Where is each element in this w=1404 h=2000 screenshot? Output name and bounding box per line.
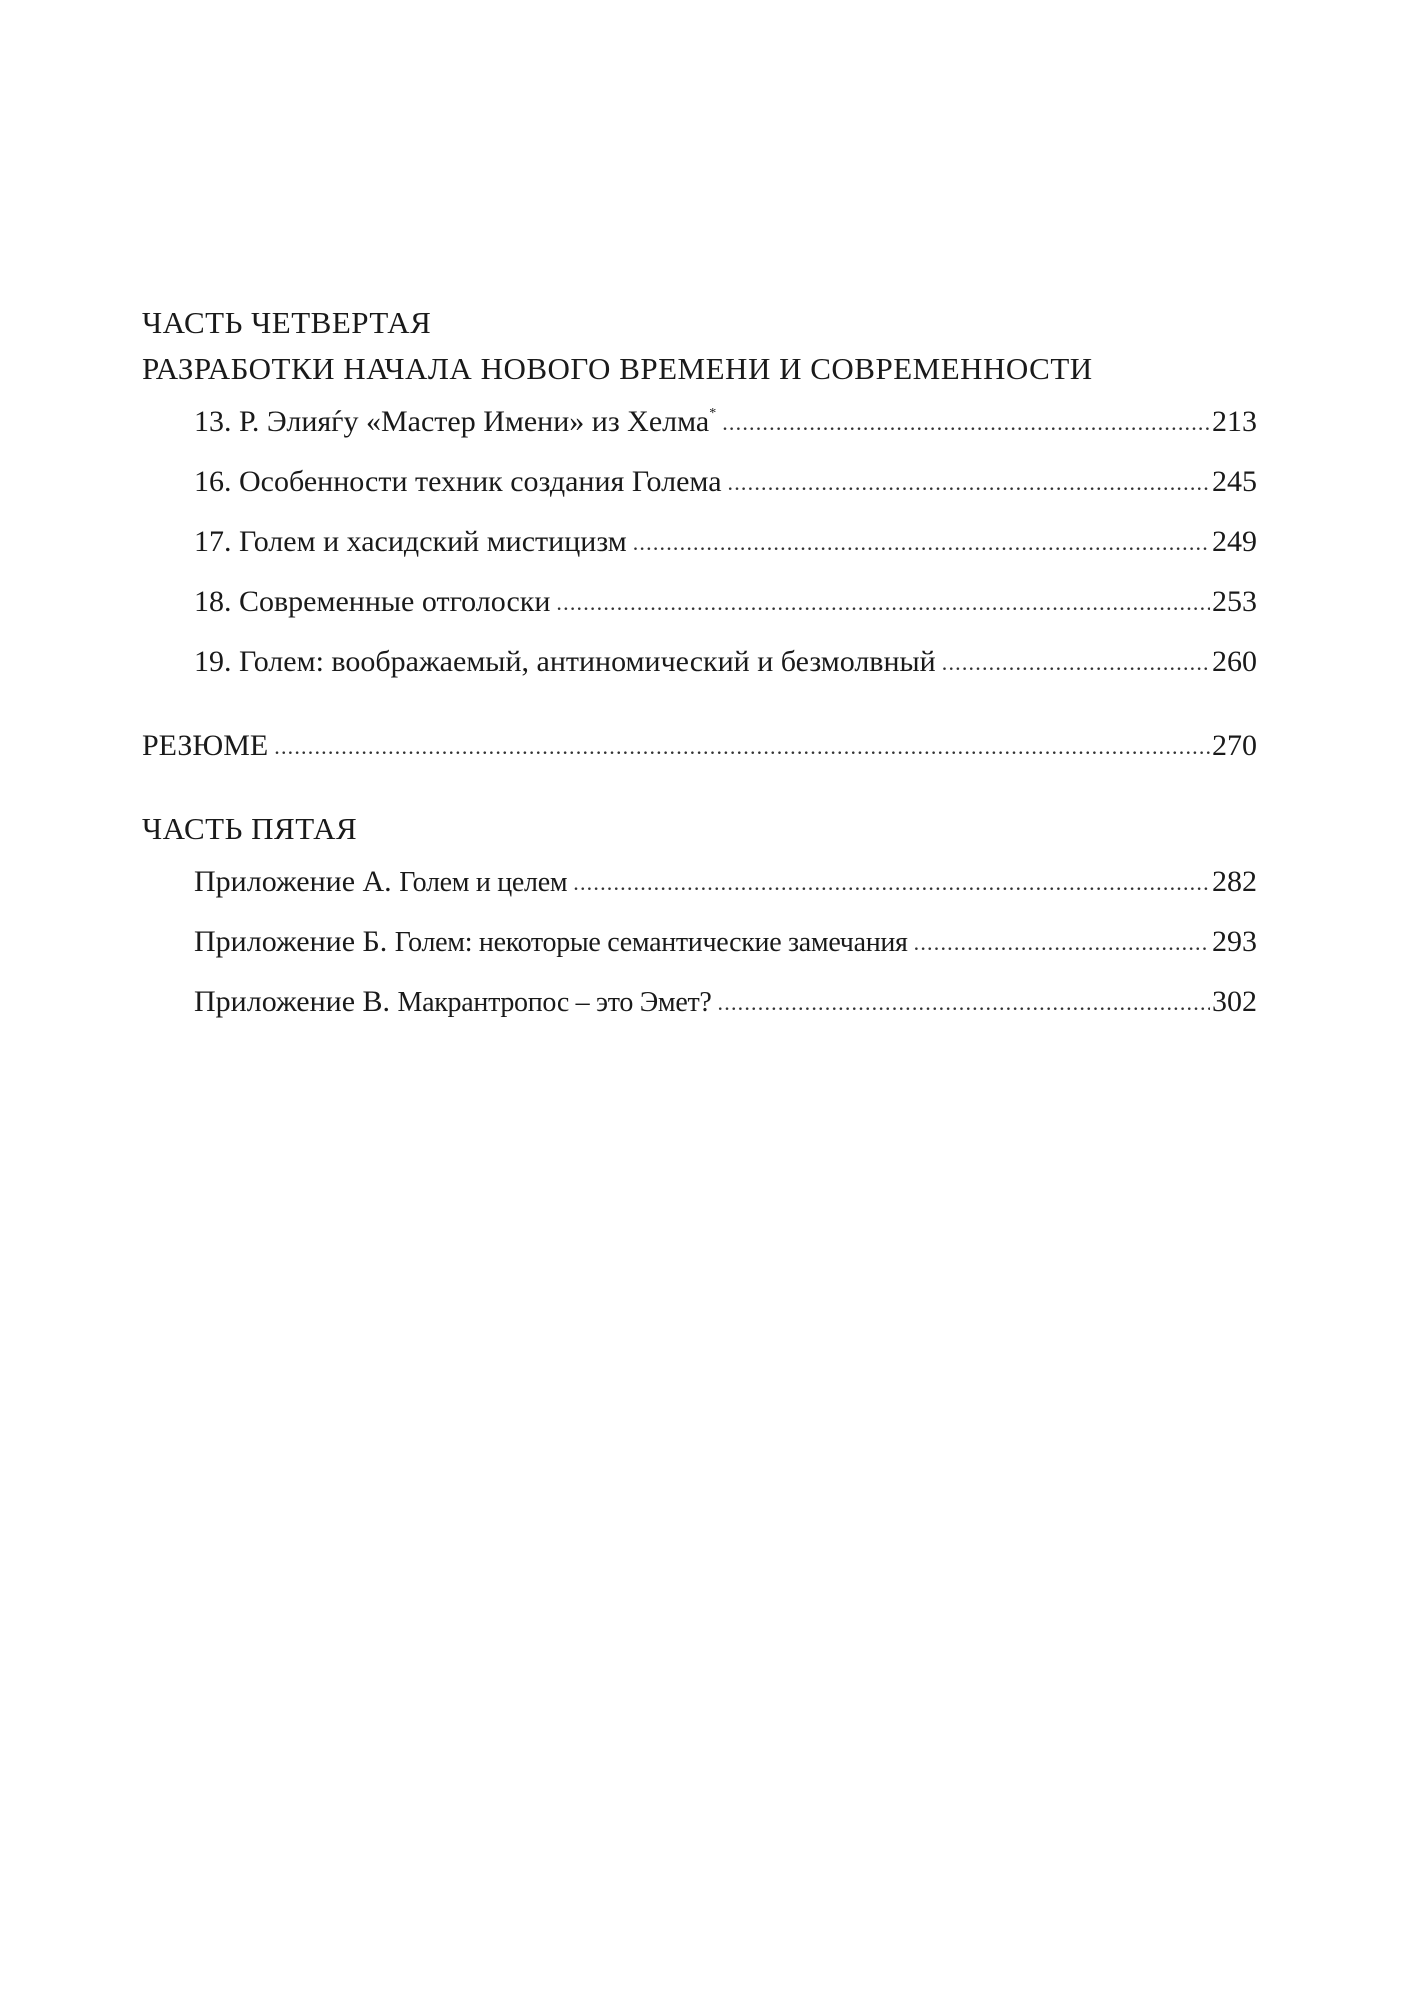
toc-entry[interactable] — [142, 572, 1257, 632]
toc-entry-label: 16. Особенности техник создания Голема — [194, 465, 722, 498]
toc-entry[interactable] — [142, 852, 1257, 912]
toc-entry-label: 17. Голем и хасидский мистицизм — [194, 525, 627, 558]
summary-page: 270 — [1212, 729, 1257, 762]
dot-leader — [722, 393, 1210, 453]
toc-entry-label: 18. Современные отголоски — [194, 585, 551, 618]
toc-entry[interactable] — [142, 972, 1257, 1032]
toc-entry-page: 249 — [1212, 525, 1257, 558]
part-four-title: РАЗРАБОТКИ НАЧАЛА НОВОГО ВРЕМЕНИ И СОВРЕМЕННОСТИ — [142, 351, 1093, 386]
appendix-prefix: Приложение Б. — [194, 925, 388, 958]
toc-entry-label — [194, 912, 908, 973]
appendix-title: Макрантропос – это Эмет? — [397, 987, 712, 1018]
appendix-prefix: Приложение В. — [194, 985, 391, 1018]
dot-leader — [633, 513, 1210, 573]
toc-entry-label — [194, 852, 567, 913]
dot-leader — [914, 913, 1210, 973]
footnote-mark: * — [709, 406, 717, 421]
dot-leader — [556, 573, 1210, 633]
part-four-block — [142, 300, 1257, 692]
toc-entry[interactable] — [142, 512, 1257, 572]
toc-entry[interactable] — [142, 392, 1257, 452]
dot-leader — [274, 717, 1210, 777]
toc-entry-label: 19. Голем: воображаемый, антиномический и безмолвный — [194, 645, 936, 678]
part-four-heading: ЧАСТЬ ЧЕТВЕРТАЯ — [142, 305, 432, 340]
toc-entry-page: 282 — [1212, 865, 1257, 898]
part-five-block — [142, 806, 1257, 1032]
table-of-contents — [142, 300, 1257, 1056]
toc-entry-page: 245 — [1212, 465, 1257, 498]
toc-entry-page: 253 — [1212, 585, 1257, 618]
dot-leader — [942, 633, 1210, 693]
toc-entry[interactable] — [142, 452, 1257, 512]
toc-entry-page: 260 — [1212, 645, 1257, 678]
summary-label: РЕЗЮМЕ — [142, 729, 269, 762]
spacer — [142, 776, 1257, 794]
dot-leader — [718, 973, 1210, 1033]
toc-entry-page: 213 — [1212, 405, 1257, 438]
toc-entry-label — [194, 972, 712, 1033]
dot-leader — [728, 453, 1210, 513]
toc-entry-page: 302 — [1212, 985, 1257, 1018]
appendix-prefix: Приложение А. — [194, 865, 392, 898]
appendix-title: Голем и целем — [399, 867, 568, 898]
appendix-title: Голем: некоторые семантические замечания — [394, 927, 908, 958]
toc-entry-summary[interactable] — [142, 716, 1257, 776]
toc-entry-label: 13. Р. Элияѓу «Мастер Имени» из Хелма* — [194, 405, 717, 438]
toc-entry[interactable] — [142, 912, 1257, 972]
toc-entry[interactable] — [142, 632, 1257, 692]
part-five-heading: ЧАСТЬ ПЯТАЯ — [142, 811, 358, 846]
toc-entry-page: 293 — [1212, 925, 1257, 958]
dot-leader — [573, 853, 1210, 913]
